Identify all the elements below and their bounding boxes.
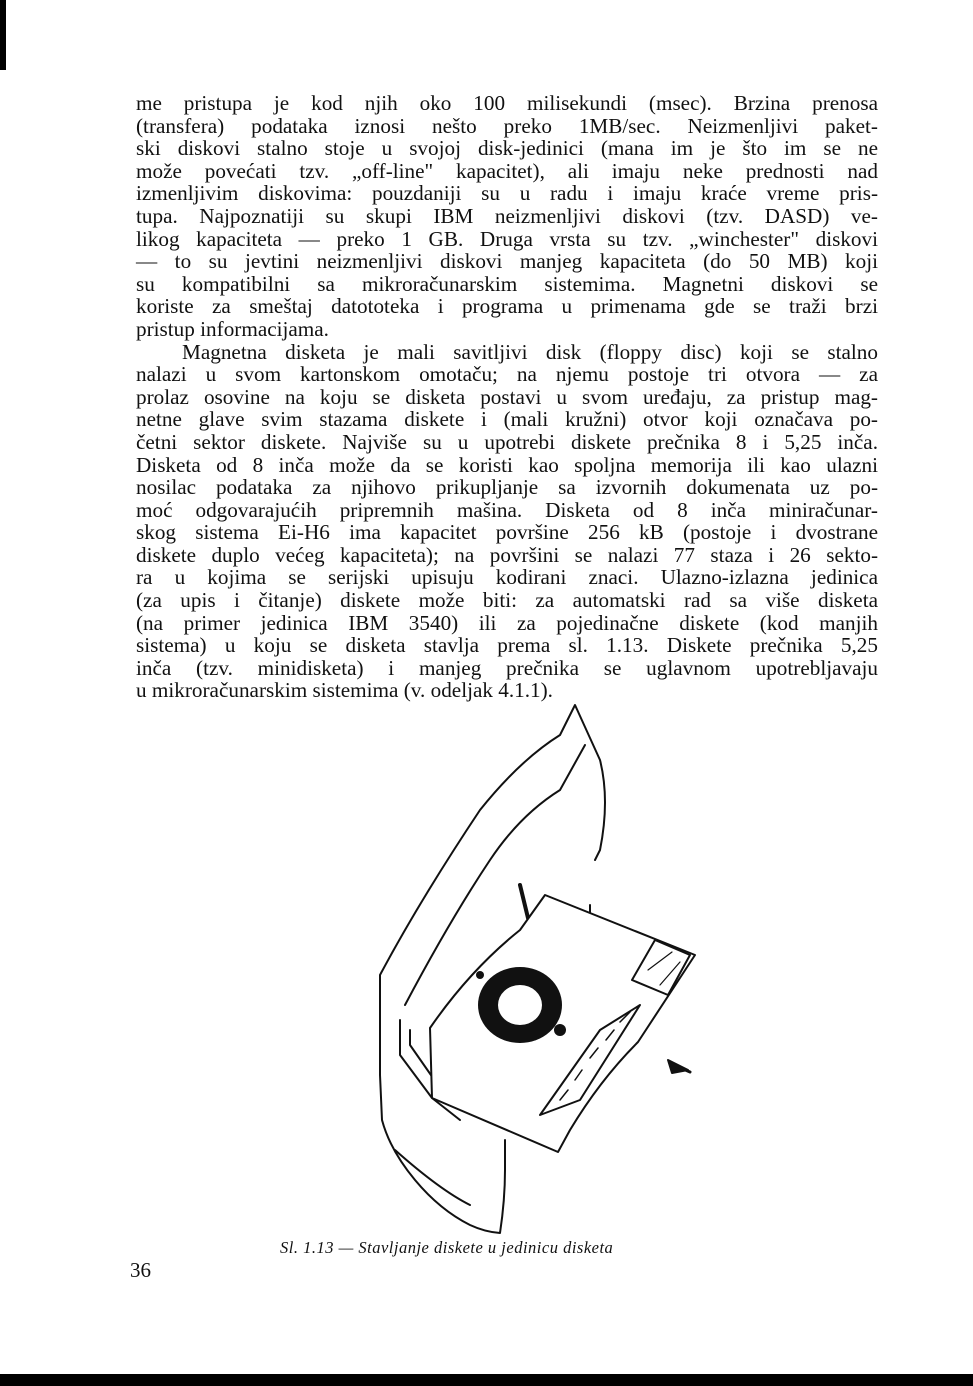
drive-base-inner	[395, 1150, 470, 1205]
diskette-spot	[476, 971, 484, 979]
text-line: Disketa od 8 inča može da se koristi kao spoljna memorija ili kao ulazni	[136, 452, 878, 477]
text-line: pristup informacijama.	[136, 316, 329, 341]
text-line: ra u kojima se serijski upisuju kodirani znaci. Ulazno-izlazna jedinica	[136, 565, 878, 590]
text-line: likog kapaciteta — preko 1 GB. Druga vrsta su tzv. „winchester" diskovi	[136, 226, 878, 251]
text-line: Magnetna disketa je mali savitljivi disk (floppy disc) koji se stalno	[182, 339, 878, 364]
diskette-hub-hole	[498, 985, 542, 1025]
text-line: koriste za smeštaj datototeka i programa u primenama gde se traži brzi	[136, 294, 878, 319]
text-line: nalazi u svom kartonskom omotaču; na njemu postoje tri otvora — za	[136, 362, 878, 387]
text-line: nosilac podataka za njihovo prikupljanje sa izvornih dokumenata uz po-	[136, 475, 878, 500]
text-line: (za upis i čitanje) diskete može biti: za automatski rad sa više disketa	[136, 588, 878, 613]
page-number: 36	[130, 1258, 151, 1282]
text-line: inča (tzv. minidisketa) i manjeg prečnika se uglavnom upotrebljavaju	[136, 655, 878, 680]
figure-caption: Sl. 1.13 — Stavljanje diskete u jedinicu disketa	[280, 1238, 614, 1257]
text-line: prolaz osovine na koju se disketa postavi u svom uređaju, za pristup mag-	[136, 384, 878, 409]
text-line: (na primer jedinica IBM 3540) ili za pojedinačne diskete (kod manjih	[136, 610, 878, 635]
text-line: (transfera) podataka iznosi nešto preko 1MB/sec. Neizmenljivi paket-	[136, 113, 878, 138]
paragraph-1	[136, 92, 878, 341]
scan-border-left	[0, 0, 6, 70]
text-line: me pristupa je kod njih oko 100 milisekundi (msec). Brzina prenosa	[136, 91, 878, 115]
text-line: tupa. Najpoznatiji su skupi IBM neizmenljivi diskovi (tzv. DASD) ve-	[136, 203, 878, 228]
floppy-drive-illustration	[280, 700, 740, 1240]
text-line: su kompatibilni sa mikroračunarskim sistemima. Magnetni diskovi se	[136, 271, 878, 296]
text-line: izmenljivim diskovima: pouzdaniji su u radu i imaju kraće vreme pris-	[136, 181, 878, 206]
text-line: moć odgovarajućih pripremnih mašina. Disketa od 8 inča miniračunar-	[136, 497, 878, 522]
scan-border-bottom	[0, 1374, 973, 1386]
text-line: može povećati tzv. „off-line" kapacitet), ali imaju neke prednosti nad	[136, 158, 878, 183]
diskette-jacket	[430, 895, 695, 1152]
text-line: netne glave svim stazama diskete i (mali kružni) otvor koji označava po-	[136, 407, 878, 432]
text-line: diskete duplo većeg kapaciteta); na površini se nalazi 77 staza i 26 sekto-	[136, 542, 878, 567]
text-line: u mikroračunarskim sistemima (v. odeljak 4.1.1).	[136, 678, 553, 703]
text-line: skog sistema Ei-H6 ima kapacitet površine 256 kB (postoje i dvostrane	[136, 520, 878, 545]
text-line: ski diskovi stalno stoje u svojoj disk-jedinici (mana im je što im se ne	[136, 136, 878, 161]
text-line: četni sektor diskete. Najviše su u upotrebi diskete prečnika 8 i 5,25 inča.	[136, 429, 878, 454]
text-line: — to su jevtini neizmenljivi diskovi manjeg kapaciteta (do 50 MB) koji	[136, 249, 878, 274]
drive-slot-edge	[520, 885, 528, 918]
diskette-index-hole	[554, 1024, 566, 1036]
text-line: sistema) u koju se disketa stavlja prema sl. 1.13. Diskete prečnika 5,25	[136, 633, 878, 658]
paragraph-2	[136, 341, 878, 703]
body-text	[136, 92, 878, 702]
